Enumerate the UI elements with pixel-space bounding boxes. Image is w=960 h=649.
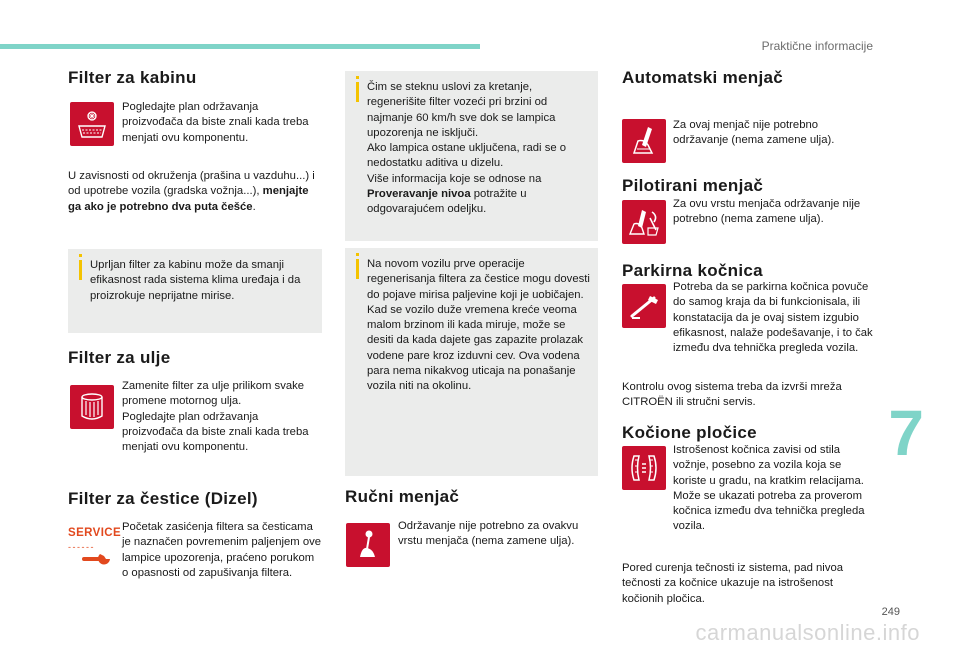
cabin-filter-info-text: Uprljan filter za kabinu može da smanji efikasnost rada sistema klima uređaja i da proizrokuje neprijatne mirise. [90, 259, 301, 302]
service-dashes: ------ [68, 542, 95, 552]
info-icon [79, 260, 82, 280]
brake-pads-icon [622, 446, 666, 490]
piloted-gearbox-icon [622, 200, 666, 244]
oil-filter-heading: Filter za ulje [68, 348, 171, 367]
cabin-filter-info-box [68, 249, 322, 333]
automatic-gearbox-heading: Automatski menjač [622, 68, 783, 87]
manual-gearbox-heading: Ručni menjač [345, 487, 460, 506]
cabin-filter-body: U zavisnosti od okruženja (prašina u vazduhu...) i od upotrebe vozila (gradska vožnja...), menjajte ga ako je potrebno dva puta češće. [68, 170, 315, 213]
automatic-gearbox-icon [622, 119, 666, 163]
cabin-filter-heading: Filter za kabinu [68, 68, 197, 87]
new-vehicle-info-text: Na novom vozilu prve operacije regenerisanja filtera za čestice mogu dovesti do pojave mirisa paljevine koji je uobičajen. Kad se vozilo duže vremena kreće veoma malom brzinom ili kada miruje, može se desiti da kada dajete gas zapazite prolazak vodene pare kroz izduvni cev. Ova vodena para nema nikakvog uticaja na ponašanje vozila niti na okolinu. [367, 258, 590, 393]
regeneration-info-box [345, 71, 598, 241]
service-wrench-icon [68, 527, 122, 567]
watermark: carmanualsonline.info [695, 620, 920, 645]
new-vehicle-info-box [345, 248, 598, 476]
service-label: SERVICE [68, 527, 122, 539]
parking-brake-after-text: Kontrolu ovog sistema treba da izvrši mreža CITROËN ili stručni servis. [622, 381, 842, 409]
parking-brake-text: Potreba da se parkirna kočnica povuče do samog kraja da bi funkcionisala, ili konstatacija da je ovaj sistem izgubio efikasnost, nalaže podešavanje, i to čak između dva tehnička pregleda vozila. [673, 281, 873, 355]
brake-pads-heading: Kočione pločice [622, 423, 757, 442]
manual-gearbox-icon [346, 523, 390, 567]
brake-pads-after-text: Pored curenja tečnosti iz sistema, pad nivoa tečnosti za kočnice ukazuje na istrošenost kočionih pločica. [622, 562, 844, 605]
piloted-gearbox-heading: Pilotirani menjač [622, 176, 764, 195]
parking-brake-heading: Parkirna kočnica [622, 261, 763, 280]
chapter-number: 7 [888, 397, 924, 469]
regeneration-info-text: Čim se steknu uslovi za kretanje, regenerišite filter vozeći pri brzini od najmanje 60 km/h sve dok se lampica upozorenja ne isključi. Ako lampica ostane uključena, radi se o nedostatku aditiva u dizelu. Više informacija koje se odnose na Proveravanje nivoa potražite u odgovarajućem odeljku. [367, 81, 567, 216]
brake-pads-text: Istrošenost kočnica zavisi od stila vožnje, posebno za vozila koja se koriste u gradu, na kratkim relacijama. Može se ukazati potreba za proverom kočnica između dva tehnička pregleda vozila. [673, 444, 865, 533]
oil-filter-icon [70, 385, 114, 429]
page-number: 249 [881, 606, 900, 618]
manual-gearbox-text: Održavanje nije potrebno za ovakvu vrstu menjača (nema zamene ulja). [398, 520, 579, 548]
particle-filter-text: Početak zasićenja filtera sa česticama je naznačen povremenim paljenjem ove lampice upozorenja, praćeno porukom o opasnosti od zapušivanja filtera. [122, 521, 322, 579]
info-icon [356, 82, 359, 102]
cabin-filter-icon [70, 102, 114, 146]
piloted-gearbox-text: Za ovu vrstu menjača održavanje nije potrebno (nema zamene ulja). [673, 198, 861, 226]
cabin-filter-icon-text: Pogledajte plan održavanja proizvođača da biste znali kada treba menjati ovu komponentu. [122, 101, 309, 144]
oil-filter-text: Zamenite filter za ulje prilikom svake promene motornog ulja. Pogledajte plan održavanja proizvođača da biste znali kada treba menjati ovu komponentu. [122, 380, 309, 454]
header-accent-bar [0, 44, 480, 49]
parking-brake-icon [622, 284, 666, 328]
section-title: Praktične informacije [761, 39, 873, 53]
info-icon [356, 259, 359, 279]
particle-filter-heading: Filter za čestice (Dizel) [68, 489, 258, 508]
automatic-gearbox-text: Za ovaj menjač nije potrebno održavanje (nema zamene ulja). [673, 119, 835, 147]
